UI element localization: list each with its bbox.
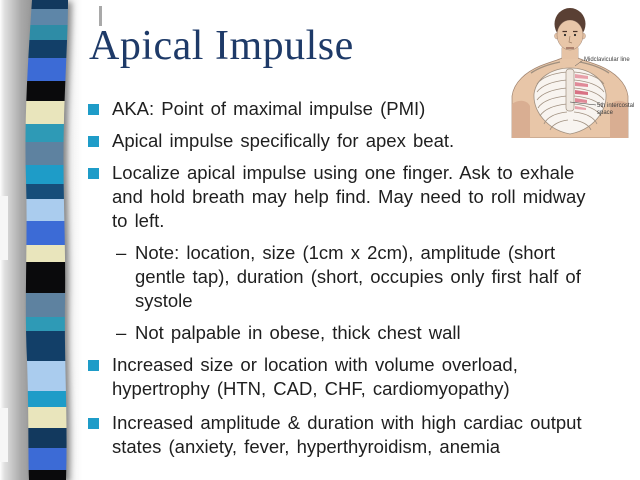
bullet-text: Increased size or location with volume overload, hypertrophy (HTN, CAD, CHF, cardiomyopathy) [112,354,518,399]
shoulder-shading [512,101,530,138]
decorative-ribbon [20,0,76,480]
sternum [566,69,574,111]
bullet-item [88,411,600,459]
bullet-item [88,353,600,401]
bullet-item [88,161,600,233]
edge-highlight [0,196,8,260]
bullet-list [88,97,600,467]
bullet-square-icon [88,168,99,179]
face [557,20,583,50]
bullet-square-icon [88,136,99,147]
dash-icon: – [116,322,127,343]
edge-highlight [0,408,8,462]
figure-label-intercostal-2: space [597,110,614,116]
bullet-square-icon [88,104,99,115]
bullet-text: Not palpable in obese, thick chest wall [135,322,461,343]
bullet-square-icon [88,360,99,371]
bullet-text: AKA: Point of maximal impulse (PMI) [112,98,426,119]
slide-title: Apical Impulse [89,23,354,69]
figure-label-midclavicular: Midclavicular line [584,57,630,63]
sub-bullet-item [116,241,600,313]
figure-label-intercostal: 5th intercostal [597,103,635,109]
bullet-text: Increased amplitude & duration with high cardiac output states (anxiety, fever, hyperthyroidism, anemia [112,412,582,457]
bullet-text: Localize apical impulse using one finger. Ask to exhale and hold breath may help find. May need to roll midway to left. [112,162,586,231]
sub-bullet-item [116,321,600,345]
bullet-text: Apical impulse specifically for apex beat. [112,130,455,151]
bullet-text: Note: location, size (1cm x 2cm), amplitude (short gentle tap), duration (short, occupies only first half of systole [135,242,581,311]
dash-icon: – [116,242,127,263]
chest-anatomy-figure [496,2,640,138]
bullet-square-icon [88,418,99,429]
